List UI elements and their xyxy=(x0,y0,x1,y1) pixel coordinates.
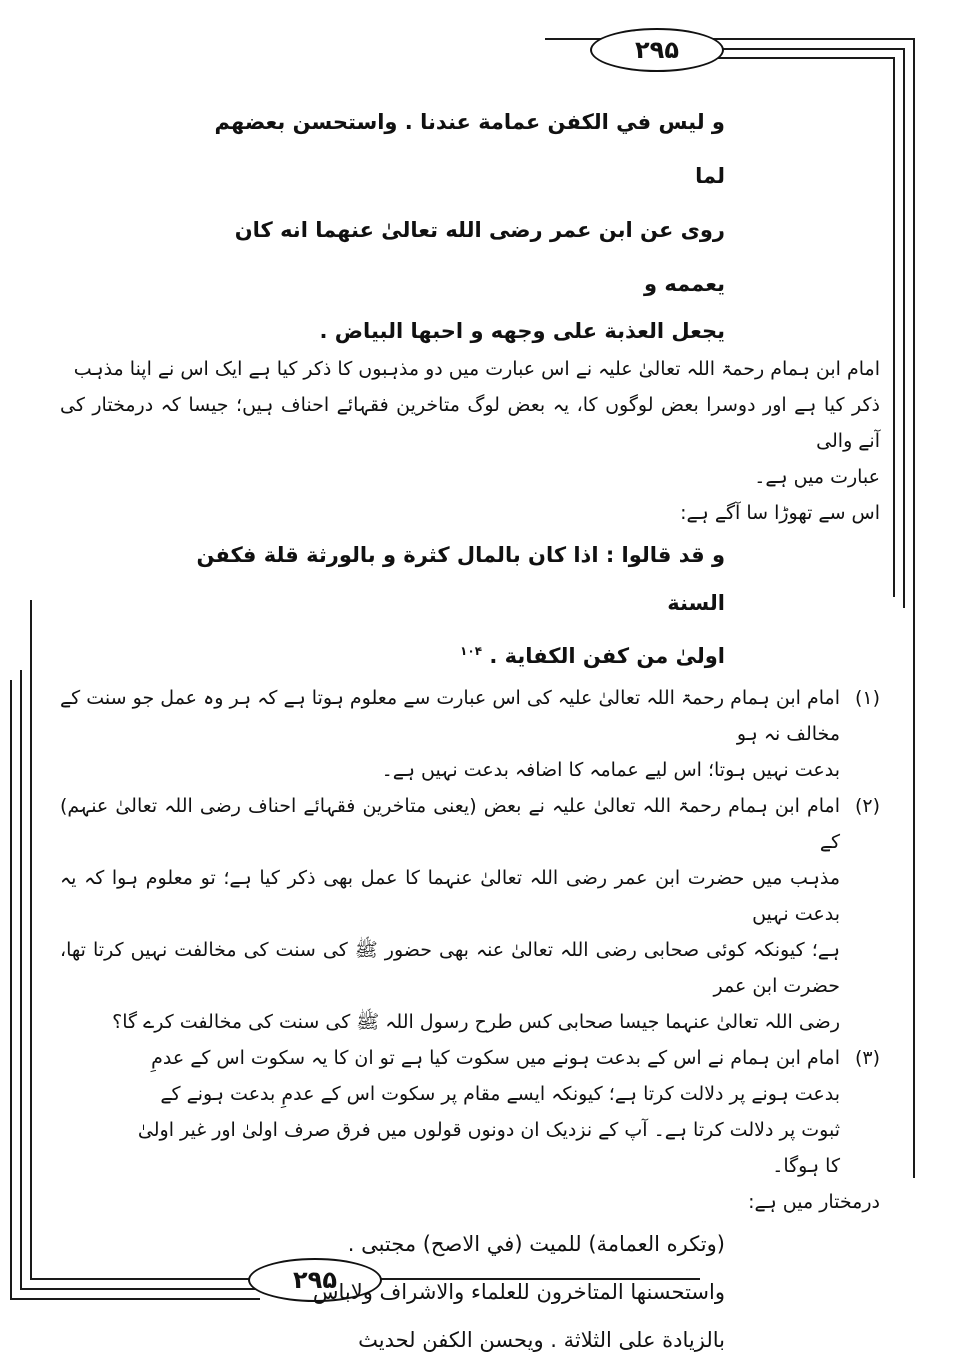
arabic-quote-3 xyxy=(60,1220,880,1364)
page-number-top: ۲۹۵ xyxy=(590,28,724,72)
text-line: امام ابن ہمام نے اس کے بدعت ہونے میں سکوت کیا ہے تو ان کا یہ سکوت اس کے عدمِ xyxy=(151,1047,840,1069)
item-number: (۲) xyxy=(854,795,880,817)
paragraph-durr-mukhtar: درمختار میں ہے: xyxy=(748,1191,880,1213)
numbered-item-1 xyxy=(60,680,880,788)
frame-left-line-3 xyxy=(30,600,32,1280)
paragraph-ibn-humam xyxy=(60,351,880,495)
frame-top-line-2 xyxy=(710,48,905,50)
text-line: امام ابن ہمام رحمۃ اللہ تعالیٰ علیہ کی اس عبارت سے معلوم ہوتا ہے کہ ہر وہ عمل جو سنت کے مخالف نہ ہو xyxy=(60,687,840,745)
frame-right-line-2 xyxy=(903,48,905,608)
quote-line-text: اولىٰ من كفن الكفاية . xyxy=(489,644,725,668)
page-number-bottom: ۲۹۵ xyxy=(248,1258,382,1302)
text-line: ثبوت پر دلالت کرتا ہے۔ آپ کے نزدیک ان دونوں قولوں میں فرق صرف اولیٰ اور غیر اولیٰ xyxy=(137,1119,840,1141)
frame-right-line-1 xyxy=(913,38,915,1178)
text-line: امام ابن ہمام رحمۃ اللہ تعالیٰ علیہ نے اس عبارت میں دو مذہبوں کا ذکر کیا ہے ایک اس نے اپنا مذہب xyxy=(73,358,880,380)
paragraph-intro: اس سے تھوڑا سا آگے ہے: xyxy=(680,502,880,524)
frame-top-line-3 xyxy=(710,57,895,59)
text-line: مذہب میں حضرت ابن عمر رضی اللہ تعالیٰ عنہما کا عمل بھی ذکر کیا ہے؛ تو معلوم ہوا کہ یہ بدعت نہیں xyxy=(60,867,840,925)
page-content xyxy=(60,95,880,1364)
frame-left-line-2 xyxy=(20,670,22,1290)
text-line: ہے؛ کیونکہ کوئی صحابی رضی اللہ تعالیٰ عنہ بھی حضور ﷺ کی سنت کی مخالفت نہیں کرتا تھا، حضرت ابن عمر xyxy=(60,939,840,997)
quote-line: (وتكره العمامة) للميت (في الاصح) مجتبى . xyxy=(347,1232,725,1256)
quote-line: واستحسنها المتاخرون للعلماء والاشراف ولاباس xyxy=(312,1280,725,1304)
quote-line: بالزيادة على الثلاثة . ويحسن الكفن لحديث xyxy=(358,1328,725,1352)
text-line: کا ہوگا۔ xyxy=(772,1155,840,1177)
arabic-quote-1 xyxy=(60,95,880,351)
quote-line: و قد قالوا : اذا كان بالمال كثرة و بالورثة قلة فكفن السنة xyxy=(196,543,725,615)
text-line: امام ابن ہمام رحمۃ اللہ تعالیٰ علیہ نے بعض (یعنی متاخرین فقہائے احناف رضی اللہ تعالیٰ عنہم) کے xyxy=(60,795,840,853)
text-line: عبارت میں ہے۔ xyxy=(754,466,880,488)
quote-line: روى عن ابن عمر رضى الله تعالىٰ عنهما انه كان يعممه و xyxy=(234,218,725,296)
item-text xyxy=(60,1040,840,1184)
numbered-item-3 xyxy=(60,1040,880,1184)
text-line: رضی اللہ تعالیٰ عنہما جیسا صحابی کس طرح رسول اللہ ﷺ کی سنت کی مخالفت کرے گا؟ xyxy=(112,1011,840,1033)
quote-line: و ليس في الكفن عمامة عندنا . واستحسن بعضهم لما xyxy=(214,110,725,188)
quote-line xyxy=(195,627,725,680)
item-text xyxy=(60,680,840,788)
item-number: (۳) xyxy=(854,1047,880,1069)
frame-left-line-1 xyxy=(10,680,12,1300)
frame-right-line-3 xyxy=(893,57,895,597)
text-line: بدعت نہیں ہوتا؛ اس لیے عمامہ کا اضافہ بدعت نہیں ہے۔ xyxy=(381,759,840,781)
text-line: بدعت ہونے پر دلالت کرتا ہے؛ کیونکہ ایسے مقام پر سکوت اس کے عدمِ بدعت ہونے کے xyxy=(160,1083,840,1105)
item-number: (۱) xyxy=(854,687,880,709)
arabic-quote-2 xyxy=(60,531,880,680)
text-line: ذکر کیا ہے اور دوسرا بعض لوگوں کا، یہ بعض لوگ متاخرین فقہائے احناف ہیں؛ جیسا کہ درمختار کی آنے والی xyxy=(60,394,880,452)
footnote-marker: ۱۰۴ xyxy=(460,644,483,658)
item-text xyxy=(60,788,840,1040)
quote-line: يجعل العذبة على وجهه و احبها البياض . xyxy=(319,319,725,343)
numbered-item-2 xyxy=(60,788,880,1040)
